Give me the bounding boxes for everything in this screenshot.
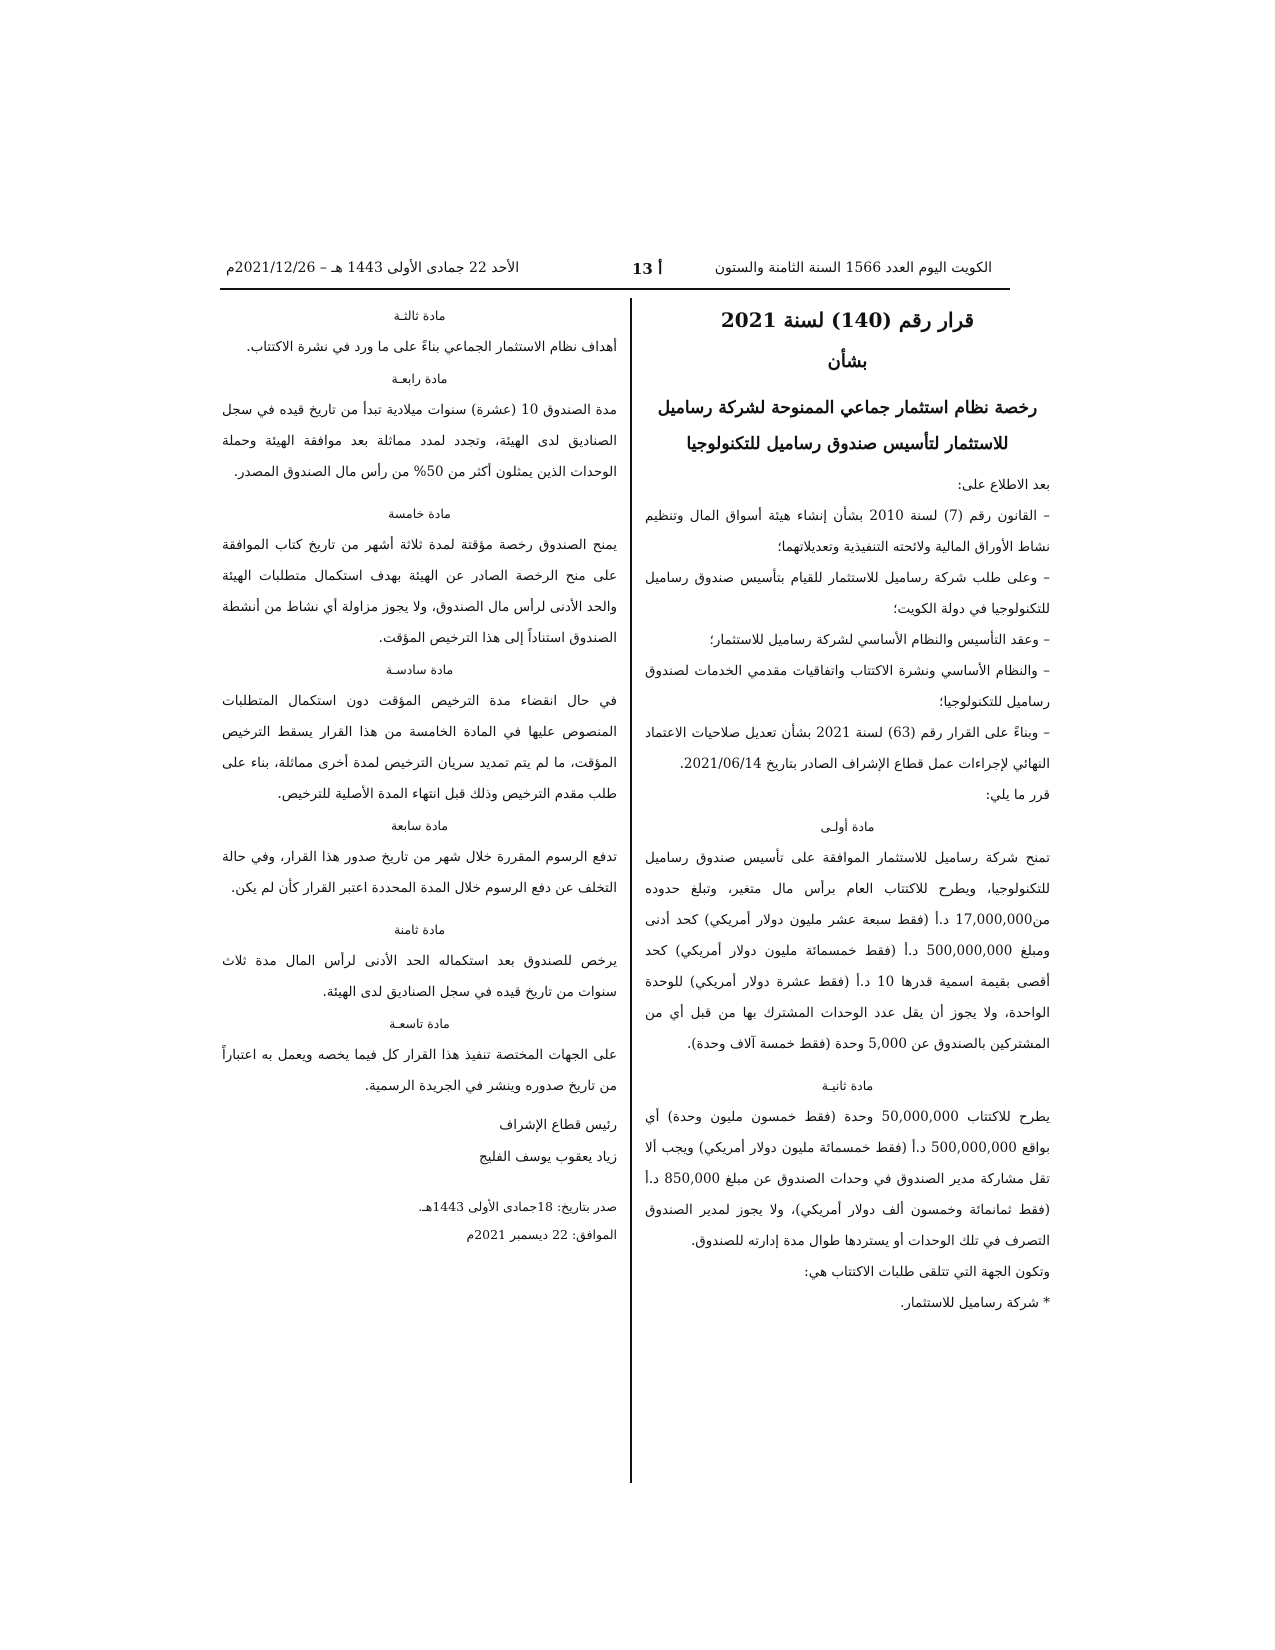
gazette-date: الأحد 22 جمادى الأولى 1443 هـ – 2021/12/26م — [226, 260, 520, 276]
corresponding-date: الموافق: 22 ديسمبر 2021م — [466, 1227, 617, 1242]
left-column — [222, 300, 617, 1249]
article-text: أهداف نظام الاستثمار الجماعي بناءً على ما ورد في نشرة الاكتتاب. — [246, 339, 617, 355]
column-divider — [630, 298, 632, 1483]
article-text: تمنح شركة رساميل للاستثمار الموافقة على تأسيس صندوق رساميل للتكنولوجيا، ويطرح للاكتتاب العام برأس مال متغير، وتبلغ حدوده من17,000,000 د.أ (فقط سبعة عشر مليون دولار أمريكي) كحد أدنى ومبلغ 500,000,000 د.أ (فقط خمسمائة مليون دولار أمريكي) كحد أقصى بقيمة اسمية قدرها 10 د.أ (فقط عشرة دولار أمريكي) للوحدة الواحدة، ولا يجوز أن يقل عدد الوحدات المشترك بها من قبل أي من المشتركين بالصندوق عن 5,000 وحدة (فقط خمسة آلاف وحدة). — [645, 850, 1050, 1052]
article-text: مدة الصندوق 10 (عشرة) سنوات ميلادية تبدأ من تاريخ قيده في سجل الصناديق لدى الهيئة، وتجدد لمدد مماثلة بعد موافقة الهيئة وحملة الوحدات الذين يمثلون أكثر من 50% من رأس مال الصندوق المصدر. — [222, 402, 618, 480]
recital-item: – والنظام الأساسي ونشرة الاكتتاب واتفاقيات مقدمي الخدمات لصندوق رساميل للتكنولوجيا؛ — [645, 663, 1050, 710]
subscription-intro: وتكون الجهة التي تتلقى طلبات الاكتتاب هي: — [804, 1264, 1050, 1280]
article-text: يرخص للصندوق بعد استكماله الحد الأدنى لرأس المال مدة ثلاث سنوات من تاريخ قيده في سجل الصناديق لدى الهيئة. — [222, 953, 617, 1000]
article-title: مادة ثامنة — [393, 922, 446, 937]
recital-item: – وبناءً على القرار رقم (63) لسنة 2021 بشأن تعديل صلاحيات الاعتماد النهائي لإجراءات عمل قطاع الإشراف الصادر بتاريخ 2021/06/14. — [645, 725, 1050, 772]
page-header — [220, 258, 1010, 290]
decree-title: قرار رقم (140) لسنة 2021 — [720, 308, 975, 332]
recital-item: – القانون رقم (7) لسنة 2010 بشأن إنشاء هيئة أسواق المال وتنظيم نشاط الأوراق المالية ولائحته التنفيذية وتعديلاتهما؛ — [645, 508, 1050, 555]
resolution-intro: قرر ما يلي: — [985, 787, 1050, 803]
decree-subject: رخصة نظام استثمار جماعي الممنوحة لشركة رساميل للاستثمار لتأسيس صندوق رساميل للتكنولوجيا — [657, 398, 1038, 454]
article-text: يمنح الصندوق رخصة مؤقتة لمدة ثلاثة أشهر من تاريخ كتاب الموافقة على منح الرخصة الصادر عن الهيئة بهدف استكمال متطلبات الهيئة والحد الأدنى لرأس مال الصندوق، ولا يجوز مزاولة أي نشاط من أنشطة الصندوق استناداً إلى هذا الترخيص المؤقت. — [222, 537, 617, 646]
article-title: مادة خامسة — [388, 506, 451, 521]
gazette-issue-info: الكويت اليوم العدد 1566 السنة الثامنة والستون — [714, 260, 992, 276]
article-text: على الجهات المختصة تنفيذ هذا القرار كل فيما يخصه ويعمل به اعتباراً من تاريخ صدوره وينشر في الجريدة الرسمية. — [222, 1047, 617, 1094]
article-title: مادة رابعـة — [391, 371, 448, 386]
page-number: أ 13 — [632, 260, 663, 278]
recitals-intro: بعد الاطلاع على: — [957, 477, 1050, 493]
article-title: مادة أولـى — [820, 819, 875, 834]
recital-item: – وعقد التأسيس والنظام الأساسي لشركة رساميل للاستثمار؛ — [709, 632, 1050, 648]
article-title: مادة تاسعـة — [389, 1016, 450, 1031]
recital-item: – وعلى طلب شركة رساميل للاستثمار للقيام بتأسيس صندوق رساميل للتكنولوجيا في دولة الكويت؛ — [645, 570, 1050, 617]
article-text: في حال انقضاء مدة الترخيص المؤقت دون استكمال المتطلبات المنصوص عليها في المادة الخامسة من هذا القرار يسقط الترخيص المؤقت، ما لم يتم تمديد سريان الترخيص لمدة أخرى مماثلة، بناء على طلب مقدم الترخيص وذلك قبل انتهاء المدة الأصلية للترخيص. — [222, 693, 617, 802]
article-title: مادة سادسـة — [385, 662, 454, 677]
signatory-name: زياد يعقوب يوسف الفليج — [478, 1149, 617, 1165]
signatory-title: رئيس قطاع الإشراف — [499, 1117, 617, 1133]
decree-about: بشأن — [827, 351, 868, 372]
issued-date: صدر بتاريخ: 18جمادى الأولى 1443هـ. — [418, 1199, 617, 1214]
subscription-entity: * شركة رساميل للاستثمار. — [900, 1295, 1050, 1311]
article-text: يطرح للاكتتاب 50,000,000 وحدة (فقط خمسون مليون وحدة) أي بواقع 500,000,000 د.أ (فقط خمسمائة مليون دولار أمريكي) ويجب ألا تقل مشاركة مدير الصندوق في وحدات الصندوق عن مبلغ 850,000 د.أ (فقط ثمانمائة وخمسون ألف دولار أمريكي)، ولا يجوز لمدير الصندوق التصرف في تلك الوحدات أو يستردها طوال مدة إدارته للصندوق. — [645, 1109, 1051, 1249]
article-title: مادة ثانيـة — [821, 1078, 874, 1093]
article-text: تدفع الرسوم المقررة خلال شهر من تاريخ صدور هذا القرار، وفي حالة التخلف عن دفع الرسوم خلال المدة المحددة اعتبر القرار كأن لم يكن. — [222, 849, 617, 896]
article-title: مادة سابعة — [390, 818, 449, 833]
article-title: مادة ثالثـة — [393, 308, 446, 323]
right-column — [645, 300, 1050, 1319]
